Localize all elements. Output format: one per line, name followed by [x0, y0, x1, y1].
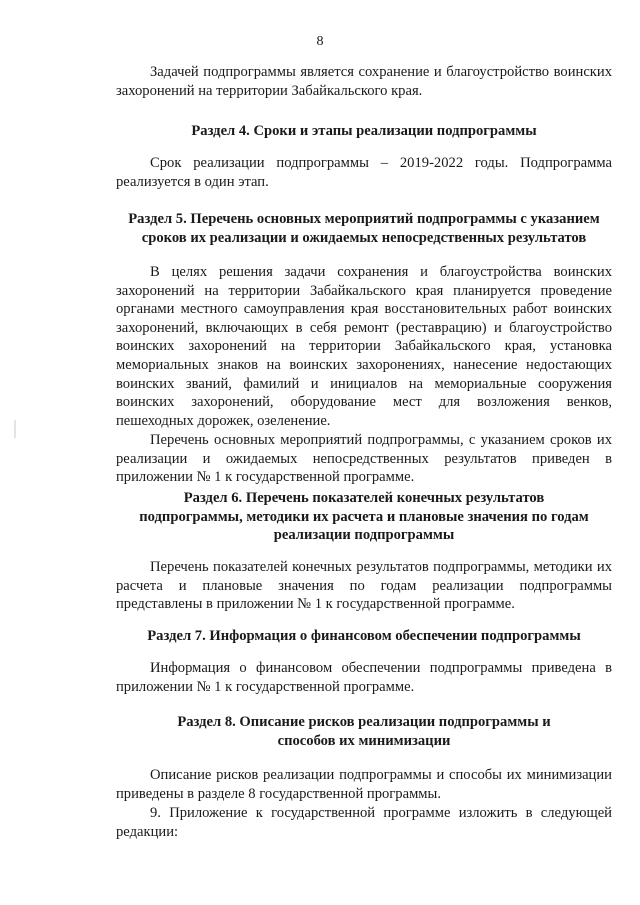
section-8-heading-line-2: способов их минимизации [277, 732, 451, 749]
scan-edge-mark [14, 420, 16, 438]
section-6-heading-line-1: Раздел 6. Перечень показателей конечных результатов [183, 490, 545, 506]
paragraph-term: Срок реализации подпрограммы – 2019-2022 годы. Подпрограмма реализуется в один этап. [116, 155, 612, 190]
section-7-heading: Раздел 7. Информация о финансовом обеспечении подпрограммы [147, 628, 581, 644]
paragraph-goal: Задачей подпрограммы является сохранение и благоустройство воинских захоронений на территории Забайкальского края. [116, 64, 612, 99]
paragraph-measures: В целях решения задачи сохранения и благоустройства воинских захоронений на территории Забайкальского края планируется проведение органами местного самоуправления края восстановительных работ воинских захоронений, включающих в себя ремонт (реставрацию) и благоустройство воинских захоронений на территории Забайкальского края, установка мемориальных знаков на воинских захоронениях, нанесение недостающих воинских званий, фамилий и инициалов на мемориальные сооружения воинских захоронений, оборудование мест для возложения венков, пешеходных дорожек, озеленение. [116, 264, 612, 429]
section-5-heading-line-1: Раздел 5. Перечень основных мероприятий подпрограммы с указанием [128, 211, 600, 227]
paragraph-measures-list: Перечень основных мероприятий подпрограммы, с указанием сроков их реализации и ожидаемых непосредственных результатов приведен в приложении № 1 к государственной программе. [116, 432, 612, 486]
section-6-heading-line-2: подпрограммы, методики их расчета и плановые значения по годам [139, 508, 589, 525]
paragraph-finance: Информация о финансовом обеспечении подпрограммы приведена в приложении № 1 к государственной программе. [116, 660, 612, 695]
page-number: 8 [316, 34, 324, 49]
section-5-heading-line-2: сроков их реализации и ожидаемых непосредственных результатов [141, 229, 587, 246]
section-6-heading [116, 489, 612, 545]
section-5-heading [116, 210, 612, 247]
section-8-heading-line-1: Раздел 8. Описание рисков реализации подпрограммы и [177, 714, 551, 730]
section-4-heading: Раздел 4. Сроки и этапы реализации подпрограммы [191, 123, 537, 139]
paragraph-appendix: 9. Приложение к государственной программе изложить в следующей редакции: [116, 805, 612, 840]
section-8-heading [116, 713, 612, 750]
section-6-heading-line-3: реализации подпрограммы [273, 527, 455, 544]
paragraph-risks: Описание рисков реализации подпрограммы и способы их минимизации приведены в разделе 8 государственной программы. [116, 767, 612, 802]
paragraph-indicators: Перечень показателей конечных результатов подпрограммы, методики их расчета и плановые значения по годам реализации подпрограммы представлены в приложении № 1 к государственной программе. [116, 559, 612, 613]
